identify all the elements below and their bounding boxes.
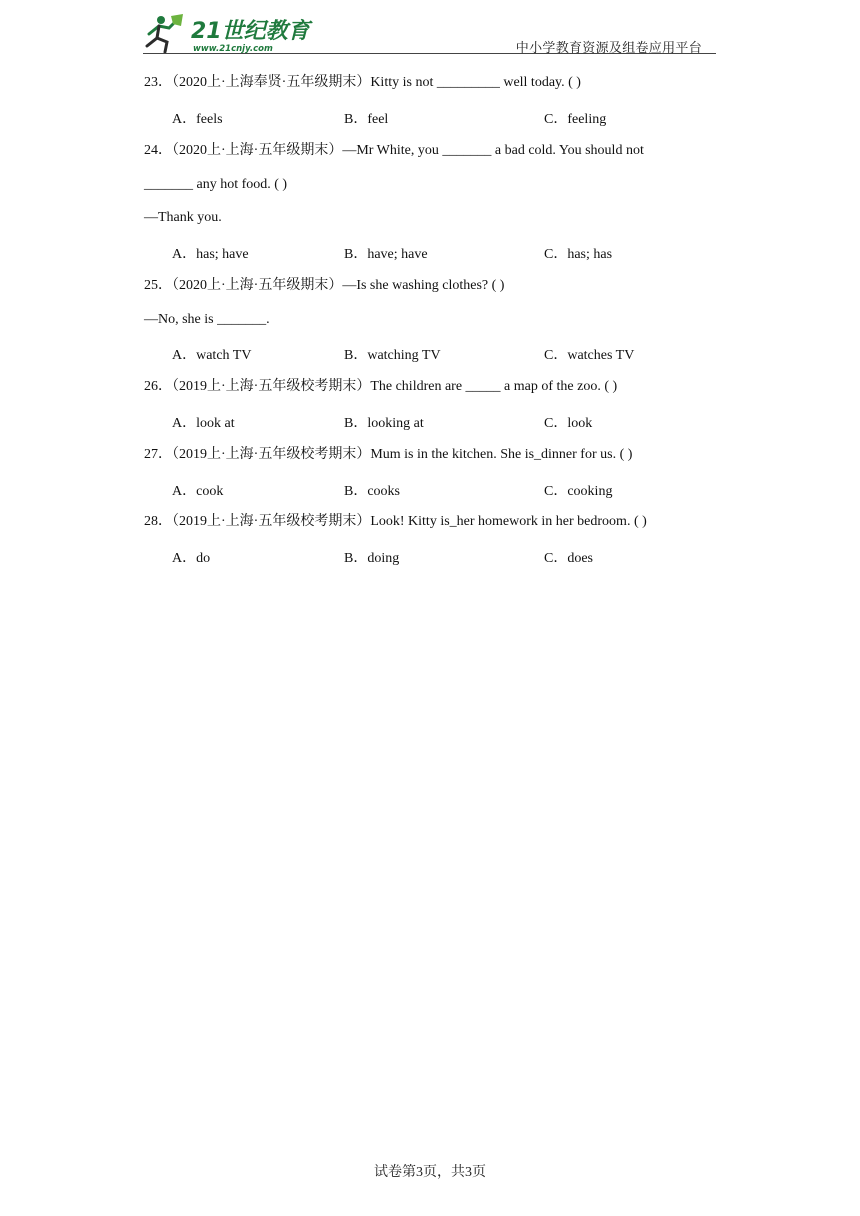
question-26-stem: 26．（2019上·上海·五年级校考期末）The children are _____ a map of the zoo. ( ) [144,379,618,394]
page-footer: 试卷第3页，共3页 [374,1165,486,1180]
option-a[interactable]: A．feels [172,112,223,127]
svg-text:www.21cnjy.com: www.21cnjy.com [193,44,273,54]
question-24-options [0,243,860,261]
option-a[interactable]: A．do [172,551,211,566]
option-a[interactable]: A．has; have [172,247,249,262]
option-c[interactable]: C．feeling [544,112,607,127]
option-b[interactable]: B．have; have [344,247,428,262]
question-28-stem: 28．（2019上·上海·五年级校考期末）Look! Kitty is_her homework in her bedroom. ( ) [144,514,647,529]
option-a[interactable]: A．watch TV [172,348,252,363]
question-25-options [0,344,860,362]
option-c[interactable]: C．has; has [544,247,613,262]
option-c[interactable]: C．does [544,551,593,566]
question-25-reply: —No, she is _______. [144,312,270,327]
svg-text:21世纪教育: 21世纪教育 [191,19,310,44]
option-b[interactable]: B．looking at [344,416,424,431]
option-b[interactable]: B．doing [344,551,400,566]
option-c[interactable]: C．cooking [544,484,613,499]
question-25-stem: 25．（2020上·上海·五年级期末）—Is she washing clothes? ( ) [144,278,505,293]
question-23-stem: 23．（2020上·上海奉贤·五年级期末）Kitty is not _________ well today. ( ) [144,75,581,90]
option-b[interactable]: B．cooks [344,484,400,499]
option-c[interactable]: C．look [544,416,593,431]
question-28-options [0,547,860,565]
option-a[interactable]: A．cook [172,484,224,499]
question-23-options [0,108,860,126]
question-27-options [0,480,860,498]
site-logo [143,12,313,54]
question-24-stem: 24．（2020上·上海·五年级期末）—Mr White, you _______ a bad cold. You should not [144,143,644,158]
question-24-reply: —Thank you. [144,210,222,225]
option-a[interactable]: A．look at [172,416,235,431]
question-24-stem-cont: _______ any hot food. ( ) [144,177,288,192]
option-b[interactable]: B．feel [344,112,389,127]
runner-icon [147,14,183,52]
question-27-stem: 27．（2019上·上海·五年级校考期末）Mum is in the kitchen. She is_dinner for us. ( ) [144,447,633,462]
header-divider [143,53,716,54]
page-header [143,10,716,56]
option-c[interactable]: C．watches TV [544,348,635,363]
header-platform-name: 中小学教育资源及组卷应用平台 [515,40,702,55]
question-26-options [0,412,860,430]
option-b[interactable]: B．watching TV [344,348,441,363]
